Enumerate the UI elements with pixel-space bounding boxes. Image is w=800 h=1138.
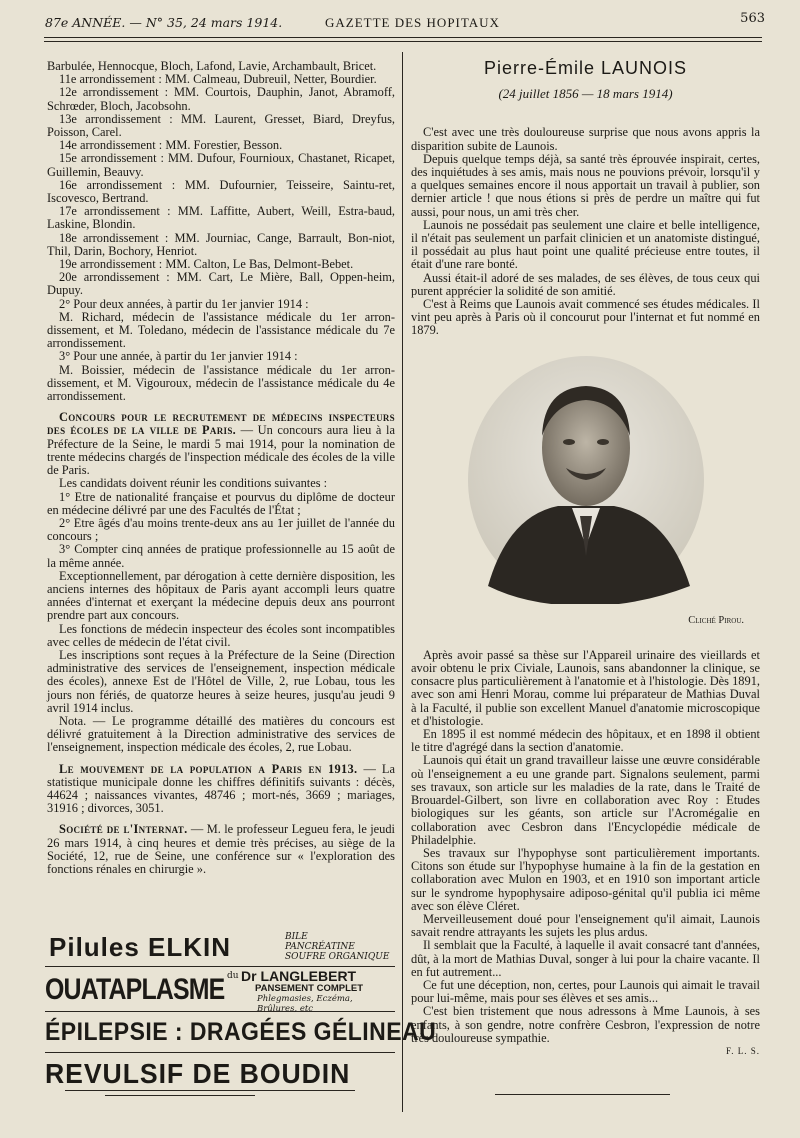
header-rule — [44, 37, 762, 38]
ad-ingredient: SOUFRE ORGANIQUE — [285, 952, 390, 962]
concours-notice — [47, 411, 395, 477]
ad-title: REVULSIF DE BOUDIN — [45, 1058, 351, 1089]
paragraph: C'est bien tristement que nous adressons à Mme Launois, à ses enfants, à son gendre, notre confrère Cesbron, l'expression de notre très douloureuse sympathie. — [411, 1004, 760, 1045]
obituary-title: Pierre-Émile LAUNOIS — [483, 58, 688, 78]
paragraph: Il semblait que la Faculté, à laquelle il avait consacré tant d'années, dût, à la mort de Mathias Duval, songer à lui pour la chaire vacante. Il en fut autrement... — [411, 938, 760, 979]
left-column — [47, 60, 395, 876]
paragraph: Ses travaux sur l'hypophyse sont particulièrement importants. Citons son étude sur l'hypophyse humaine à la fin de la gestation en collaboration avec Mulon en 1903, et en 1910 son important article sur le syndrome hypophysaire adiposo-génital qu'il publia ici même avec son élève Cléret. — [411, 845, 760, 913]
ad-boudin — [45, 1053, 395, 1093]
ad-du: du — [227, 971, 239, 981]
paragraph: Launois ne possédait pas seulement une claire et belle intelligence, il n'était pas seulement un parfait clinicien et un anatomiste distingué, il possédait au plus haut point une qualité précieuse entre toutes, il était d'une rare bonté. — [411, 217, 760, 272]
ad-ouataplasme — [45, 967, 395, 1012]
page-number: 563 — [740, 11, 765, 26]
ad-ingredients — [285, 932, 389, 962]
ad-rule-thick — [105, 1095, 255, 1096]
portrait-image — [468, 356, 704, 604]
paragraph: 14e arrondissement : MM. Forestier, Besson. — [59, 138, 283, 153]
paragraph: Aussi était-il adoré de ses malades, de ses élèves, de tous ceux qui purent apprécier la solidité de son amitié. — [411, 270, 760, 298]
societe-notice — [47, 823, 395, 876]
paragraph: Ce fut une déception, non, certes, pour Launois qui aimait le travail pour lui-même, mais pour ses élèves et ses amis... — [411, 977, 760, 1006]
end-rule — [495, 1094, 670, 1095]
photo-caption: Cliché Pirou. — [688, 614, 744, 626]
advertisements — [45, 928, 437, 1093]
paragraph: 2° Pour deux années, à partir du 1er janvier 1914 : — [59, 296, 309, 311]
section-text: — Un concours aura lieu à la Préfecture de la Seine, le mardi 5 mai 1914, pour la nomination de trente médecins chargés de l'inspection médicale des écoles de la ville de Paris. — [47, 423, 395, 478]
paragraph: C'est avec une très douloureuse surprise que nous avons appris la disparition subite de Launois. — [411, 125, 760, 153]
paragraph: Les fonctions de médecin inspecteur des écoles sont incompatibles avec celles de médecin de l'état civil. — [47, 621, 395, 649]
paragraph: Exceptionnellement, par dérogation à cette dernière disposition, les anciens internes des hôpitaux de Paris ayant accompli leurs quatre années d'internat et exerçant la médecine depuis deux ans pourront prendre part aux concours. — [47, 568, 395, 623]
section-heading: Concours pour le recrutement de médecins inspecteurs des écoles de la ville de Paris. — [47, 410, 395, 438]
paragraph: Launois qui était un grand travailleur laisse une œuvre considérable où l'enseignement a eu une grande part. Signalons seulement, parmi ses travaux, son article sur les maladies de la rate, dans le Traité de Brouardel-Gilbert, son livre en collaboration avec Roy : Etudes biologiques sur les géants, son article sur l'Acromégalie en collaboration avec Cesbron dans l'Encyclopédie médicale de Philadelphie. — [411, 753, 760, 847]
ad-rule — [65, 1090, 355, 1091]
ad-title: ÉPILEPSIE : DRAGÉES GÉLINEAU — [45, 1018, 437, 1046]
author-signature: F. L. S. — [725, 1045, 760, 1056]
paragraph: Depuis quelque temps déjà, sa santé très éprouvée inspirait, certes, des inquiétudes à ses amis, mais nous ne pouvions prévoir, lorsqu'il y a quelques semaines encore il nous apportait un travail à publier, son dernier article ! que nous étions si près de perdre un maître qui fut aussi, pour nous, un ami très cher. — [411, 151, 760, 219]
paragraph: 19e arrondissement : MM. Calton, Le Bas, Delmont-Bebet. — [59, 257, 354, 272]
portrait-photo — [468, 356, 704, 604]
right-column — [411, 60, 760, 1058]
page-header — [45, 11, 765, 36]
paragraph: En 1895 il est nommé médecin des hôpitaux, et en 1898 il obtient le titre d'agrégé dans la section d'anatomie. — [411, 727, 760, 755]
paragraph: 3° Compter cinq années de pratique professionnelle au 15 août de la même année. — [47, 542, 395, 570]
paragraph: 11e arrondissement : MM. Calmeau, Dubreuil, Netter, Bourdier. — [59, 72, 377, 87]
paragraph: Merveilleusement doué pour l'enseignement qu'il aimait, Launois savait rendre attrayants les sujets les plus ardus. — [411, 911, 760, 940]
mouvement-notice — [47, 763, 395, 816]
paragraph: M. Richard, médecin de l'assistance médicale du 1er arron-dissement, et M. Toledano, médecin de l'assistance médicale du 7e arrondissement. — [47, 309, 395, 351]
ad-gelineau — [45, 1012, 437, 1053]
section-text: — La statistique municipale donne les chiffres définitifs suivants : décès, 44624 ; naissances vivantes, 48746 ; mort-nés, 3669 ; mariages, 31916 ; divorces, 3051. — [47, 761, 395, 816]
paragraph: 15e arrondissement : MM. Dufour, Fournioux, Chastanet, Ricapet, Guillemin, Beauvy. — [47, 151, 395, 179]
ad-title: OUATAPLASME — [45, 973, 225, 1006]
ad-title: Pilules ELKIN — [49, 932, 232, 962]
paragraph: 2° Etre âgés d'au moins trente-deux ans au 1er juillet de l'année du concours ; — [47, 515, 395, 544]
journal-title: GAZETTE DES HOPITAUX — [325, 15, 500, 30]
ad-ingredient: BILE — [285, 932, 308, 942]
ad-uses: Phlegmasies, Eczéma, Brûlures, etc — [257, 994, 353, 1014]
section-heading: Société de l'Internat. — [59, 822, 188, 837]
paragraph: Après avoir passé sa thèse sur l'Appareil urinaire des vieillards et avoir obtenu le prix Civiale, Launois, sans abandonner la clinique, se consacre plus particulièrement à l'anatomie et à l'histologie. Dès 1891, avec son ami Henri Morau, comme lui préparateur de Mathias Duval à la Faculté, il publie son excellent Manuel d'anatomie microscopique et d'histologie. — [411, 647, 760, 728]
paragraph: Nota. — Le programme détaillé des matières du concours est délivré gratuitement à la Direction administrative des services de l'enseignement, inspection médicale des écoles, 2, rue Lobau. — [47, 713, 395, 755]
obituary-dates: (24 juillet 1856 — 18 mars 1914) — [498, 86, 673, 102]
section-text: — M. le professeur Legueu fera, le jeudi 26 mars 1914, à cinq heures et demie très précises, au siège de la Société, 12, rue de Seine, une conférence sur « l'exploration des fonctions rénales en chirurgie ». — [47, 822, 395, 876]
paragraph: 3° Pour une année, à partir du 1er janvier 1914 : — [59, 349, 298, 364]
paragraph: Barbulée, Hennocque, Bloch, Lafond, Lavie, Archambault, Bricet. — [47, 59, 377, 73]
ad-elkin — [45, 928, 395, 967]
issue-info: 87e ANNÉE. — N° 35, 24 mars 1914. — [45, 15, 283, 30]
paragraph: 20e arrondissement : MM. Cart, Le Mière, Ball, Oppen-heim, Dupuy. — [47, 270, 395, 298]
header-rule-thin — [44, 41, 762, 42]
paragraph: 17e arrondissement : MM. Laffitte, Aubert, Weill, Estra-baud, Laskine, Blondin. — [47, 204, 395, 232]
ad-subtitle: PANSEMENT COMPLET — [255, 983, 364, 994]
paragraph: Les inscriptions sont reçues à la Préfecture de la Seine (Direction administrative des services de l'enseignement, inspection médicale des écoles), annexe Est de l'Hôtel de Ville, 2, rue Lobau, tous les jours non fériés, de quatorze heures à seize heures, jusqu'au jeudi 9 avril 1914 inclus. — [47, 647, 395, 715]
paragraph: 12e arrondissement : MM. Courtois, Dauphin, Janot, Abramoff, Schrœder, Bloch, Jacobsohn. — [47, 85, 395, 113]
paragraph: 18e arrondissement : MM. Journiac, Cange, Barrault, Bon-niot, Thil, Darin, Bochory, Henriot. — [47, 230, 395, 258]
ad-ingredient: PANCRÉATINE — [285, 942, 355, 952]
column-divider — [402, 52, 403, 1112]
paragraph: C'est à Reims que Launois avait commencé ses études médicales. Il vint peu après à Paris où il concourut pour l'internat et fut nommé en 1879. — [411, 297, 760, 338]
paragraph: 13e arrondissement : MM. Laurent, Gresset, Biard, Dreyfus, Poisson, Carel. — [47, 111, 395, 140]
paragraph: Les candidats doivent réunir les conditions suivantes : — [59, 476, 328, 491]
section-heading: Le mouvement de la population a Paris en 1913. — [59, 761, 358, 776]
paragraph: 16e arrondissement : MM. Dufournier, Teisseire, Saintu-ret, Iscovesco, Bertrand. — [47, 177, 395, 206]
paragraph: M. Boissier, médecin de l'assistance médicale du 1er arron-dissement, et M. Vigouroux, médecin de l'assistance médicale du 4e arrondissement. — [47, 362, 395, 404]
paragraph: 1° Etre de nationalité française et pourvus du diplôme de docteur en médecine délivré par une des Facultés de l'État ; — [47, 489, 395, 517]
ad-brand: Dr LANGLEBERT — [241, 968, 357, 984]
